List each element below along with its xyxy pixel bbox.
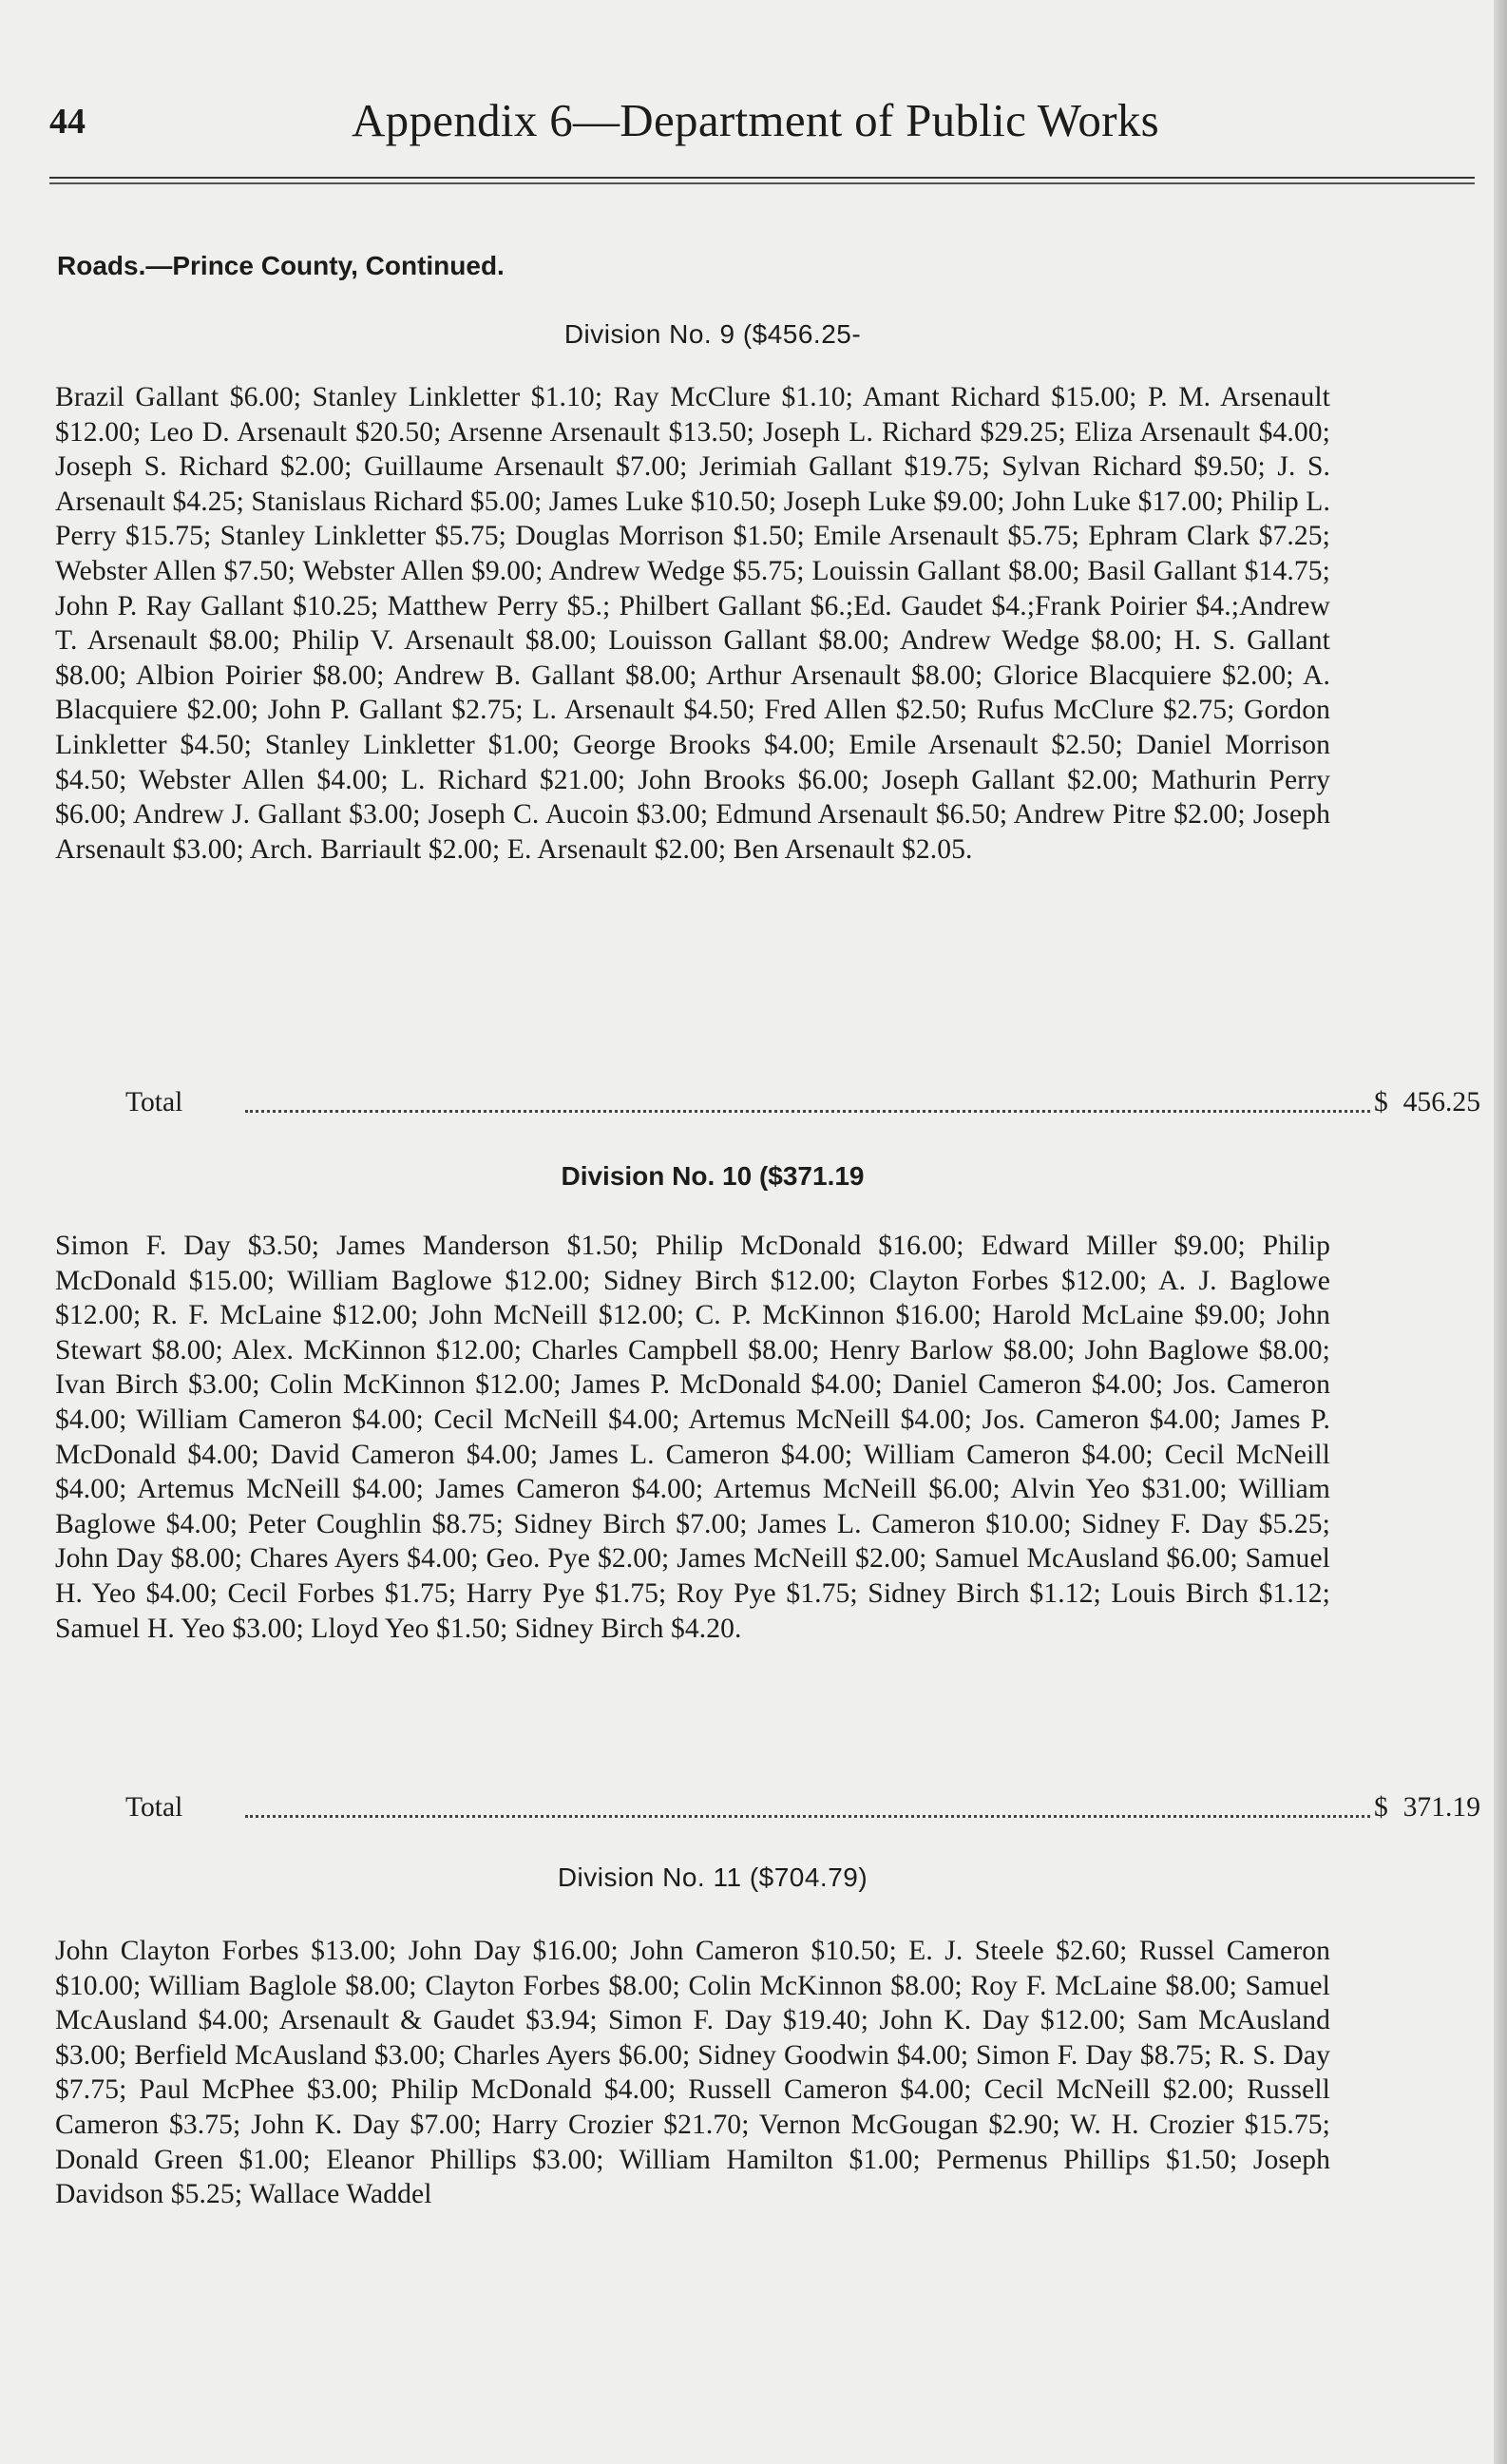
page-header — [49, 93, 1323, 160]
section-heading: Roads.—Prince County, Continued. — [57, 251, 505, 280]
page-edge-shadow — [1494, 0, 1507, 2464]
total-label: Total — [125, 1087, 183, 1117]
page-number: 44 — [49, 102, 86, 142]
division-heading-10: Division No. 10 ($371.19 — [561, 1161, 865, 1191]
division-9-entries: Brazil Gallant $6.00; Stanley Linkletter $1.10; Ray McClure $1.10; Amant Richard $15.00; P. M. Arsenault $12.00; Leo D. Arsenault $20.50; Arsenne Arsenault $13.50; Joseph L. Richard $29.25; Eliza Arsenault $4.00; Joseph S. Richard $2.00; Guillaume Arsenault $7.00; Jerimiah Gallant $19.75; Sylvan Richard $9.50; J. S. Arsenault $4.25; Stanislaus Richard $5.00; James Luke $10.50; Joseph Luke $9.00; John Luke $17.00; Philip L. Perry $15.75; Stanley Linkletter $5.75; Douglas Morrison $1.50; Emile Arsenault $5.75; Ephram Clark $7.25; Webster Allen $7.50; Webster Allen $9.00; Andrew Wedge $5.75; Louissin Gallant $8.00; Basil Gallant $14.75; John P. Ray Gallant $10.25; Matthew Perry $5.; Philbert Gallant $6.;Ed. Gaudet $4.;Frank Poirier $4.;Andrew T. Arsenault $8.00; Philip V. Arsenault $8.00; Louisson Gallant $8.00; Andrew Wedge $8.00; H. S. Gallant $8.00; Albion Poirier $8.00; Andrew B. Gallant $8.00; Arthur Arsenault $8.00; Glorice Blacquiere $2.00; A. Blacquiere $2.00; John P. Gallant $2.75; L. Arsenault $4.50; Fred Allen $2.50; Rufus McClure $2.75; Gordon Linkletter $4.50; Stanley Linkletter $1.00; George Brooks $4.00; Emile Arsenault $2.50; Daniel Morrison $4.50; Webster Allen $4.00; L. Richard $21.00; John Brooks $6.00; Joseph Gallant $2.00; Mathurin Perry $6.00; Andrew J. Gallant $3.00; Joseph C. Aucoin $3.00; Edmund Arsenault $6.50; Andrew Pitre $2.00; Joseph Arsenault $3.00; Arch. Barriault $2.00; E. Arsenault $2.00; Ben Arsenault $2.05. — [55, 382, 1330, 865]
header-rule — [49, 177, 1475, 186]
division-9-total-row — [55, 1087, 1480, 1121]
total-currency: $ — [1374, 1792, 1388, 1823]
division-11-entries: John Clayton Forbes $13.00; John Day $16.00; John Cameron $10.50; E. J. Steele $2.60; Russel Cameron $10.00; William Baglole $8.00; Clayton Forbes $8.00; Colin McKinnon $8.00; Roy F. McLaine $8.00; Samuel McAusland $4.00; Arsenault & Gaudet $3.94; Simon F. Day $19.40; John K. Day $12.00; Sam McAusland $3.00; Berfield McAusland $3.00; Charles Ayers $6.00; Sidney Goodwin $4.00; Simon F. Day $8.75; R. S. Day $7.75; Paul McPhee $3.00; Philip McDonald $4.00; Russell Cameron $4.00; Cecil McNeill $2.00; Russell Cameron $3.75; John K. Day $7.00; Harry Crozier $21.70; Vernon McGougan $2.90; W. H. Crozier $15.75; Donald Green $1.00; Eleanor Phillips $3.00; William Hamilton $1.00; Permenus Phillips $1.50; Joseph Davidson $5.25; Wallace Waddel — [55, 1936, 1330, 2210]
division-heading-9: Division No. 9 ($456.25- — [563, 319, 862, 349]
division-10-entries: Simon F. Day $3.50; James Manderson $1.50; Philip McDonald $16.00; Edward Miller $9.00; Philip McDonald $15.00; William Baglowe $12.00; Sidney Birch $12.00; Clayton Forbes $12.00; A. J. Baglowe $12.00; R. F. McLaine $12.00; John McNeill $12.00; C. P. McKinnon $16.00; Harold McLaine $9.00; John Stewart $8.00; Alex. McKinnon $12.00; Charles Campbell $8.00; Henry Barlow $8.00; John Baglowe $8.00; Ivan Birch $3.00; Colin McKinnon $12.00; James P. McDonald $4.00; Daniel Cameron $4.00; Jos. Cameron $4.00; William Cameron $4.00; Cecil McNeill $4.00; Artemus McNeill $4.00; Jos. Cameron $4.00; James P. McDonald $4.00; David Cameron $4.00; James L. Cameron $4.00; William Cameron $4.00; Cecil McNeill $4.00; Artemus McNeill $4.00; James Cameron $4.00; Artemus McNeill $6.00; Alvin Yeo $31.00; William Baglowe $4.00; Peter Coughlin $8.75; Sidney Birch $7.00; James L. Cameron $10.00; Sidney F. Day $5.25; John Day $8.00; Chares Ayers $4.00; Geo. Pye $2.00; James McNeill $2.00; Samuel McAusland $6.00; Samuel H. Yeo $4.00; Cecil Forbes $1.75; Harry Pye $1.75; Roy Pye $1.75; Sidney Birch $1.12; Louis Birch $1.12; Samuel H. Yeo $3.00; Lloyd Yeo $1.50; Sidney Birch $4.20. — [55, 1231, 1330, 1644]
total-label: Total — [125, 1792, 183, 1823]
total-currency: $ — [1374, 1087, 1388, 1117]
division-10-total-row — [55, 1792, 1480, 1826]
division-heading-11: Division No. 11 ($704.79) — [557, 1862, 868, 1892]
leader-dots — [245, 1815, 1370, 1818]
leader-dots — [245, 1110, 1370, 1113]
total-amount: 456.25 — [1402, 1087, 1480, 1117]
running-head: Appendix 6—Department of Public Works — [352, 94, 1160, 146]
total-amount: 371.19 — [1402, 1792, 1480, 1823]
